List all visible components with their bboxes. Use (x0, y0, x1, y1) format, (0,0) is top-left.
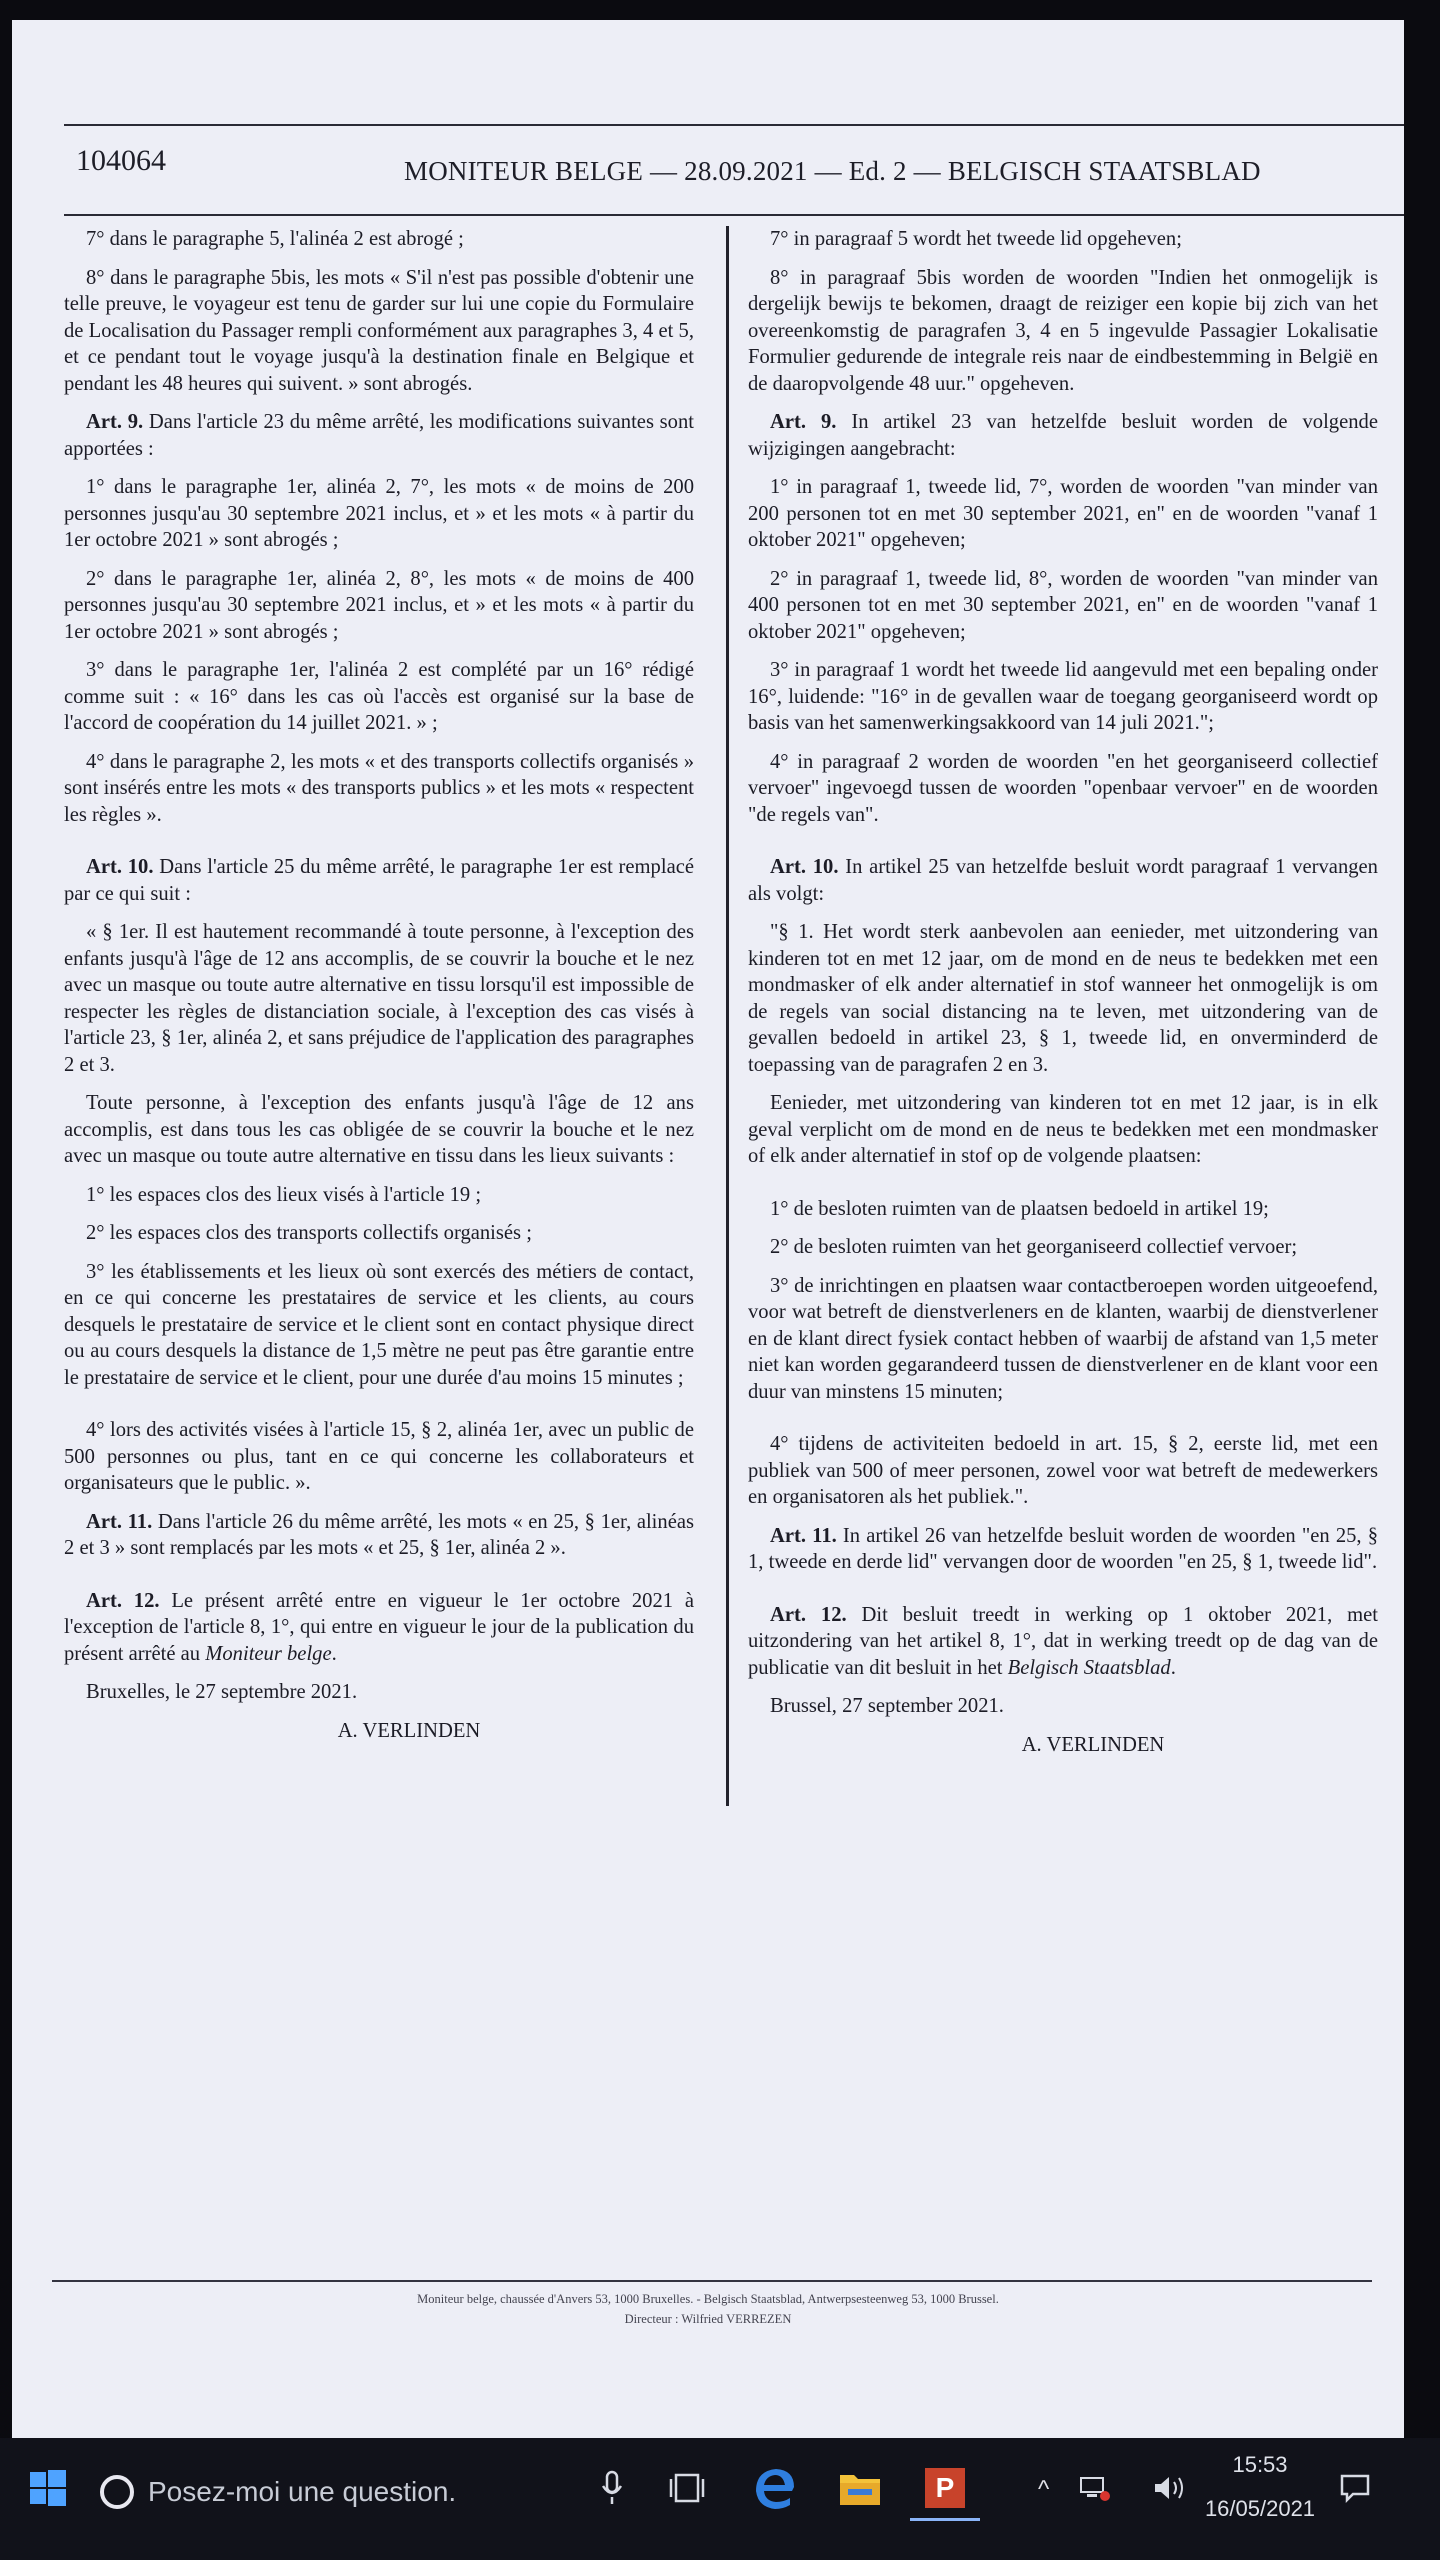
document-screen (12, 20, 1404, 2438)
paragraph: "§ 1. Het wordt sterk aanbevolen aan eenieder, met uitzondering van kinderen tot en met 12 jaar, om de mond en de neus te bedekken met een mondmasker of elk ander alternatief in stof wanneer het onmogelijk is om de regels van social distancing na te leven, met uitzondering van de gevallen bedoeld in artikel 23, § 1, tweede lid, en onverminderd de toepassing van de paragrafen 2 en 3. (748, 921, 1378, 1076)
volume-icon[interactable] (1150, 2458, 1190, 2518)
paragraph: 8° in paragraaf 5bis worden de woorden "Indien het onmogelijk is dergelijk bewijs te bekomen, draagt de reiziger een kopie bij zich van het overeenkomstig de paragrafen 3, 4 en 5 ingevulde Passagier Lokalisatie Formulier gedurende de integrale reis naar de eindbestemming in België en de daaropvolgende 48 uur." opgeheven. (748, 266, 1378, 395)
footer-rule (52, 2280, 1372, 2282)
article-label: Art. 12. (770, 1603, 847, 1626)
paragraph: 4° dans le paragraphe 2, les mots « et des transports collectifs organisés » sont insérés entre les mots « des transports publics » et les mots « respectent les règles ». (64, 750, 694, 826)
clock-time: 15:53 (1232, 2452, 1288, 2477)
paragraph: 7° in paragraaf 5 wordt het tweede lid opgeheven; (770, 228, 1182, 250)
signature: A. VERLINDEN (337, 1719, 481, 1742)
paragraph: « § 1er. Il est hautement recommandé à toute personne, à l'exception des enfants jusqu'à l'âge de 12 ans accomplis, de se couvrir la bouche et le nez avec un masque ou toute autre alternative en tissu lorsqu'il est impossible de respecter les règles de distanciation sociale, à l'exception des cas visés à l'article 23, § 1er, alinéa 2, et sans préjudice de l'application des paragraphes 2 et 3. (64, 921, 694, 1076)
system-clock[interactable] (1190, 2452, 1330, 2522)
paragraph: 2° les espaces clos des transports collectifs organisés ; (86, 1222, 532, 1244)
column-dutch (748, 226, 1378, 1806)
article-text: Le présent arrêté entre en vigueur le 1er octobre 2021 à l'exception de l'article 8, 1°, qui entre en vigueur le jour de la publication du présent arrêté au (64, 1589, 694, 1665)
article-end: . (1170, 1656, 1176, 1679)
powerpoint-glyph: P (925, 2468, 965, 2508)
column-divider (726, 226, 729, 1806)
paragraph: 4° in paragraaf 2 worden de woorden "en het georganiseerd collectief vervoer" ingevoegd tussen de woorden "openbaar vervoer" en de woorden "de regels van". (748, 750, 1378, 826)
article-label: Art. 9. (770, 411, 837, 433)
article-text: Dans l'article 25 du même arrêté, le paragraphe 1er est remplacé par ce qui suit : (64, 856, 694, 905)
taskbar (0, 2438, 1440, 2560)
article-label: Art. 11. (86, 1510, 153, 1533)
notification-center-icon[interactable] (1330, 2458, 1380, 2518)
edge-glyph (752, 2465, 798, 2511)
article-text: Dans l'article 23 du même arrêté, les modifications suivantes sont apportées : (64, 411, 694, 460)
paragraph: 7° dans le paragraphe 5, l'alinéa 2 est abrogé ; (86, 228, 464, 250)
article-10 (64, 854, 694, 907)
article-11 (748, 1523, 1378, 1576)
tray-chevron-up-icon[interactable]: ^ (1038, 2476, 1050, 2503)
windows-logo-icon (30, 2470, 66, 2506)
paragraph: 2° in paragraaf 1, tweede lid, 8°, worden de woorden "van minder van 400 personen tot en met 30 september 2021, en" en de woorden "vanaf 1 oktober 2021" opgeheven; (748, 567, 1378, 643)
article-text: Dit besluit treedt in werking op 1 oktober 2021, met uitzondering van het artikel 8, 1°, dat in werking treedt op de dag van de publicatie van dit besluit in het (748, 1603, 1378, 1679)
article-11 (64, 1509, 694, 1562)
signature: A. VERLINDEN (1021, 1733, 1165, 1756)
paragraph: 3° dans le paragraphe 1er, l'alinéa 2 est complété par un 16° rédigé comme suit : « 16° dans les cas où l'accès est organisé sur la base de l'accord de coopération du 14 juillet 2021. » ; (64, 659, 694, 734)
paragraph: Eenieder, met uitzondering van kinderen tot en met 12 jaar, is in elk geval verplicht om de mond en de neus te bedekken met een mondmasker of elk ander alternatief in stof op de volgende plaatsen: (748, 1092, 1378, 1167)
header-title: MONITEUR BELGE — 28.09.2021 — Ed. 2 — BELGISCH STAATSBLAD (404, 156, 1261, 186)
page-number: 104064 (76, 144, 166, 177)
footer-publisher: Moniteur belge, chaussée d'Anvers 53, 1000 Bruxelles. - Belgisch Staatsblad, Antwerpsesteenweg 53, 1000 Brussel. (417, 2292, 999, 2306)
paragraph: 1° de besloten ruimten van de plaatsen bedoeld in artikel 19; (770, 1197, 1269, 1220)
article-text: In artikel 25 van hetzelfde besluit wordt paragraaf 1 vervangen als volgt: (748, 856, 1378, 905)
journal-name: Moniteur belge (205, 1642, 332, 1665)
article-label: Art. 9. (86, 411, 144, 433)
paragraph: 4° lors des activités visées à l'article 15, § 2, alinéa 1er, avec un public de 500 personnes ou plus, tant en ce qui concerne les collaborateurs et organisateurs que le public. ». (64, 1419, 694, 1494)
network-icon[interactable] (1075, 2458, 1115, 2518)
column-french (64, 226, 694, 1806)
microphone-glyph (601, 2470, 623, 2506)
document-header (64, 124, 1404, 216)
article-12 (748, 1602, 1378, 1682)
notification-glyph (1339, 2472, 1371, 2504)
footer-director: Directeur : Wilfried VERREZEN (624, 2312, 792, 2326)
powerpoint-icon[interactable] (910, 2458, 980, 2521)
microphone-icon[interactable] (590, 2458, 634, 2518)
paragraph: 2° de besloten ruimten van het georganiseerd collectief vervoer; (770, 1236, 1298, 1258)
paragraph: 4° tijdens de activiteiten bedoeld in art. 15, § 2, eerste lid, met een publiek van 500 of meer personen, zowel voor wat betreft de medewerkers en organisatoren als het publiek.". (748, 1433, 1378, 1508)
speaker-glyph (1153, 2474, 1187, 2502)
article-9 (748, 409, 1378, 462)
paragraph: 3° in paragraaf 1 wordt het tweede lid aangevuld met een bepaling onder 16°, luidende: "16° in de gevallen waar de toegang georganiseerd wordt op basis van het samenwerkingsakkoord van 14 juli 2021."; (748, 659, 1378, 734)
cortana-search[interactable] (100, 2470, 600, 2514)
article-text: In artikel 26 van hetzelfde besluit worden de woorden "en 25, § 1, tweede en derde lid" vervangen door de woorden "en 25, § 1, tweede lid". (748, 1524, 1378, 1573)
edge-browser-icon[interactable] (745, 2458, 805, 2518)
paragraph: 8° dans le paragraphe 5bis, les mots « S'il n'est pas possible d'obtenir une telle preuve, le voyageur est tenu de garder sur lui une copie du Formulaire de Localisation du Passager rempli conformément aux paragraphes 3, 4 et 5, et ce pendant tout le voyage jusqu'à la destination finale en Belgique et pendant les 48 heures qui suivent. » sont abrogés. (64, 266, 694, 395)
paragraph: 1° les espaces clos des lieux visés à l'article 19 ; (86, 1183, 482, 1206)
folder-glyph (838, 2469, 882, 2507)
article-10 (748, 854, 1378, 907)
paragraph: 1° in paragraaf 1, tweede lid, 7°, worden de woorden "van minder van 200 personen tot en met 30 september 2021, en" en de woorden "vanaf 1 oktober 2021" opgeheven; (748, 476, 1378, 551)
paragraph: 1° dans le paragraphe 1er, alinéa 2, 7°, les mots « de moins de 200 personnes jusqu'au 30 septembre 2021 inclus, et » et les mots « à partir du 1er octobre 2021 » sont abrogés ; (64, 476, 694, 551)
article-label: Art. 10. (770, 856, 839, 878)
article-9 (64, 409, 694, 462)
file-explorer-icon[interactable] (830, 2458, 890, 2518)
paragraph: 3° de inrichtingen en plaatsen waar contactberoepen worden uitgeoefend, voor wat betreft de dienstverleners en de klanten, waarbij de dienstverlener en de klant direct fysiek contact hebben of waarbij de afstand van 1,5 meter niet kan worden gegarandeerd tussen de dienstverlener en de klant voor een duur van minstens 15 minuten; (748, 1274, 1378, 1403)
start-button[interactable] (18, 2458, 78, 2518)
place-date: Bruxelles, le 27 septembre 2021. (86, 1681, 358, 1703)
paragraph: 3° les établissements et les lieux où sont exercés des métiers de contact, en ce qui concerne les prestataires de service et les clients, au cours desquels le prestataire de service et le client sont en contact physique direct ou au cours desquels la distance de 1,5 mètre ne peut pas être garantie entre le prestataire de service et le client, pour une durée d'au moins 15 minutes ; (64, 1260, 694, 1389)
article-label: Art. 12. (86, 1589, 160, 1612)
place-date: Brussel, 27 september 2021. (770, 1695, 1004, 1717)
search-input[interactable]: Posez-moi une question. (148, 2476, 457, 2507)
paragraph: Toute personne, à l'exception des enfants jusqu'à l'âge de 12 ans accomplis, est dans tous les cas obligée de se couvrir la bouche et le nez avec un masque ou toute autre alternative en tissu dans les lieux suivants : (64, 1092, 694, 1167)
clock-date: 16/05/2021 (1204, 2496, 1316, 2521)
network-glyph (1079, 2474, 1111, 2502)
article-label: Art. 10. (86, 856, 154, 878)
article-12 (64, 1588, 694, 1668)
article-label: Art. 11. (770, 1524, 837, 1547)
article-text: Dans l'article 26 du même arrêté, les mots « en 25, § 1er, alinéas 2 et 3 » sont remplacés par les mots « et 25, § 1er, alinéa 2 ». (64, 1510, 694, 1559)
task-view-icon[interactable] (665, 2458, 709, 2518)
article-text: In artikel 23 van hetzelfde besluit worden de volgende wijzigingen aangebracht: (748, 411, 1378, 460)
task-view-glyph (669, 2470, 705, 2506)
paragraph: 2° dans le paragraphe 1er, alinéa 2, 8°, les mots « de moins de 400 personnes jusqu'au 30 septembre 2021 inclus, et » et les mots « à partir du 1er octobre 2021 » sont abrogés ; (64, 567, 694, 643)
journal-name: Belgisch Staatsblad (1007, 1656, 1171, 1679)
cortana-icon (100, 2475, 134, 2509)
article-end: . (331, 1642, 337, 1665)
